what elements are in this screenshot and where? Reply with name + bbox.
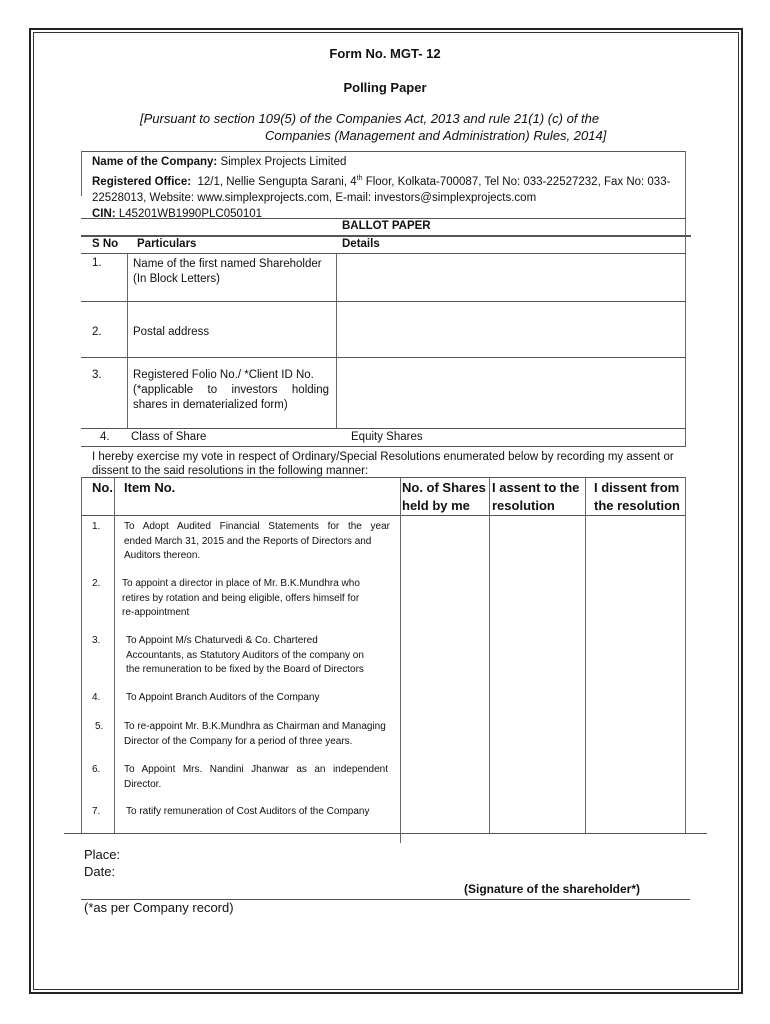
company-right-rule xyxy=(685,151,686,447)
registered-office-label: Registered Office: xyxy=(92,175,192,188)
res-item-6-text xyxy=(124,763,388,792)
res-item-7-no: 7. xyxy=(92,806,101,817)
res-col-assent xyxy=(492,479,579,515)
ballot-header-rule xyxy=(81,235,691,237)
company-name-value: Simplex Projects Limited xyxy=(220,156,347,168)
res-col-shares xyxy=(402,479,486,515)
ballot-row-4-details: Equity Shares xyxy=(351,431,423,443)
res-col-assent-line-1: I assent to the xyxy=(492,480,580,495)
floor-ordinal: th xyxy=(356,174,363,182)
res-item-7-text: To ratify remuneration of Cost Auditors of the Company xyxy=(126,806,370,817)
ballot-row-rule-1 xyxy=(81,301,686,302)
registered-office-contact: Floor, Kolkata-700087, Tel No: 033-22527232, Fax No: 033- xyxy=(362,175,671,188)
resolutions-header-rule xyxy=(81,515,686,516)
declaration-line-2: dissent to the said resolutions in the following manner: xyxy=(92,465,369,477)
pursuant-line-2: Companies (Management and Administration) Rules, 2014] xyxy=(265,128,607,143)
res-item-1-text xyxy=(124,520,390,564)
res-item-2-line-3: re-appointment xyxy=(122,607,190,618)
res-item-4-no: 4. xyxy=(92,692,101,703)
ballot-row-rule-2 xyxy=(81,357,686,358)
company-block xyxy=(92,154,682,223)
res-item-3-line-3: the remuneration to be fixed by the Board of Directors xyxy=(126,664,364,675)
res-item-1-no: 1. xyxy=(92,521,101,532)
res-item-3-no: 3. xyxy=(92,635,101,646)
pursuant-note xyxy=(140,110,650,144)
ballot-col-rule-2 xyxy=(336,253,337,428)
date-label: Date: xyxy=(84,864,116,879)
ballot-row-3-line-3: shares in dematerialized form) xyxy=(133,399,288,411)
ballot-row-3-line-2: (*applicable to investors holding xyxy=(133,384,329,396)
res-item-3-text xyxy=(126,634,392,678)
ballot-row-rule-0 xyxy=(81,253,686,254)
declaration-line-1: I hereby exercise my vote in respect of Ordinary/Special Resolutions enumerated below by recording my assent or xyxy=(92,451,674,463)
res-col-shares-line-2: held by me xyxy=(402,498,470,513)
res-col-rule-left xyxy=(81,477,82,833)
res-col-rule-4 xyxy=(585,477,586,833)
ballot-top-rule xyxy=(81,218,686,219)
res-item-6-no: 6. xyxy=(92,764,101,775)
company-left-rule xyxy=(81,151,82,196)
res-item-1-line-2: ended March 31, 2015 and the Reports of Directors and xyxy=(124,535,372,547)
res-col-rule-1 xyxy=(114,477,115,833)
ballot-row-3-text xyxy=(133,368,329,413)
ballot-row-3-line-1: Registered Folio No./ *Client ID No. xyxy=(133,369,314,381)
company-name-line xyxy=(92,154,682,171)
col-sno: S No xyxy=(92,238,119,250)
footnote: (*as per Company record) xyxy=(84,900,234,915)
res-item-2-text xyxy=(122,577,392,621)
res-item-5-line-2: Director of the Company for a period of three years. xyxy=(124,735,353,747)
ballot-row-4-no: 4. xyxy=(100,431,110,443)
ballot-row-1-line-2: (In Block Letters) xyxy=(133,273,220,285)
ballot-row-1-text xyxy=(133,257,322,287)
company-name-label: Name of the Company: xyxy=(92,156,218,168)
ballot-bottom-rule xyxy=(81,446,686,447)
res-item-3-line-1: To Appoint M/s Chaturvedi & Co. Chartered xyxy=(126,635,318,646)
res-item-6-line-2: Director. xyxy=(124,778,162,790)
place-label: Place: xyxy=(84,847,121,862)
ballot-row-1-line-1: Name of the first named Shareholder xyxy=(133,258,322,270)
registered-office-line xyxy=(92,171,682,190)
declaration-text xyxy=(92,450,674,478)
form-title: Form No. MGT- 12 xyxy=(329,46,441,61)
cin-label: CIN: xyxy=(92,208,116,221)
res-item-1-line-1: To Adopt Audited Financial Statements for the year xyxy=(124,521,390,532)
resolutions-bottom-rule xyxy=(64,833,707,834)
res-col-shares-line-1: No. of Shares xyxy=(402,480,486,495)
ballot-row-3-no: 3. xyxy=(92,369,102,381)
ballot-col-rule-1 xyxy=(127,253,128,428)
company-top-rule xyxy=(81,151,686,152)
res-item-2-line-2: retires by rotation and being eligible, offers himself for xyxy=(122,592,360,604)
res-col-dissent xyxy=(594,479,680,515)
website-email-line: 22528013, Website: www.simplexprojects.com, E-mail: investors@simplexprojects.com xyxy=(92,191,537,204)
form-subtitle: Polling Paper xyxy=(343,80,427,95)
res-item-2-no: 2. xyxy=(92,578,101,589)
ballot-row-1-no: 1. xyxy=(92,257,102,269)
res-item-1-line-3: Auditors thereon. xyxy=(124,550,201,561)
registered-office-address: 12/1, Nellie Sengupta Sarani, 4 xyxy=(197,175,357,188)
cin-value: L45201WB1990PLC050101 xyxy=(118,208,263,221)
ballot-row-4-text: Class of Share xyxy=(131,431,207,443)
pursuant-line-1: [Pursuant to section 109(5) of the Companies Act, 2013 and rule 21(1) (c) of the xyxy=(140,111,600,126)
ballot-row-2-text: Postal address xyxy=(133,326,210,338)
res-col-rule-2 xyxy=(400,477,401,843)
ballot-heading: BALLOT PAPER xyxy=(342,220,431,232)
ballot-row-2-no: 2. xyxy=(92,326,102,338)
res-col-dissent-line-2: the resolution xyxy=(594,498,680,513)
res-item-2-line-1: To appoint a director in place of Mr. B.K.Mundhra who xyxy=(122,578,360,589)
res-col-rule-right xyxy=(685,477,686,833)
col-details: Details xyxy=(342,238,380,250)
res-item-5-line-1: To re-appoint Mr. B.K.Mundhra as Chairman and Managing xyxy=(124,721,386,732)
res-col-item: Item No. xyxy=(124,480,176,495)
res-col-rule-3 xyxy=(489,477,490,833)
res-item-5-no: 5. xyxy=(95,721,104,732)
res-item-5-text xyxy=(124,720,404,749)
signature-caption: (Signature of the shareholder*) xyxy=(464,882,641,896)
res-item-6-line-1: To Appoint Mrs. Nandini Jhanwar as an independent xyxy=(124,764,388,775)
ballot-row-rule-3 xyxy=(81,428,686,429)
resolutions-top-rule xyxy=(81,477,686,478)
res-col-no: No. xyxy=(92,480,113,495)
res-col-dissent-line-1: I dissent from xyxy=(594,480,680,495)
col-particulars: Particulars xyxy=(137,238,197,250)
res-item-4-text: To Appoint Branch Auditors of the Company xyxy=(126,692,320,703)
res-col-assent-line-2: resolution xyxy=(492,498,555,513)
res-item-3-line-2: Accountants, as Statutory Auditors of the company on xyxy=(126,649,364,661)
